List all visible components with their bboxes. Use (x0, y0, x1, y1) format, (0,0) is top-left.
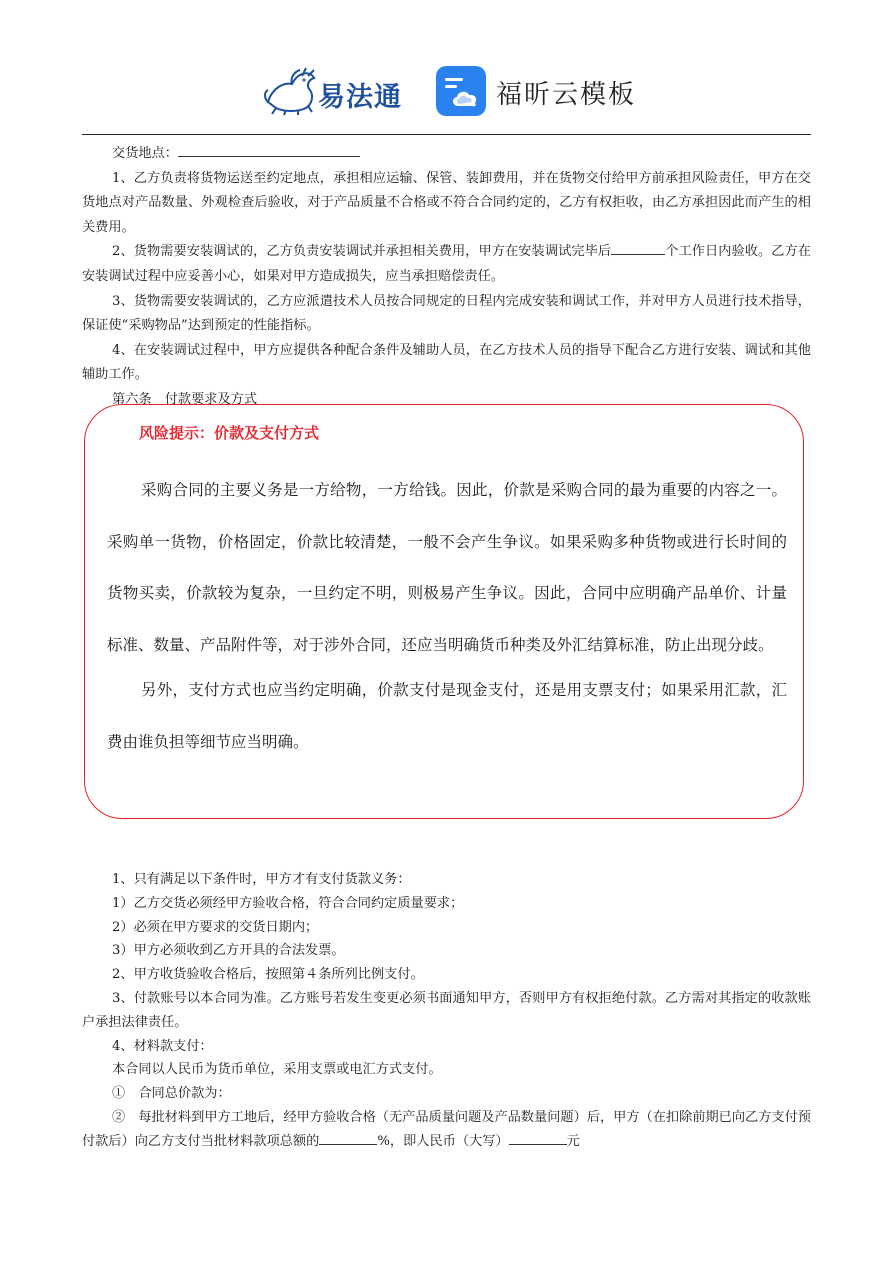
clause-2 (82, 240, 811, 289)
batch-payment-part-a: ② 每批材料到甲方工地后，经甲方验收合格（无产品质量问题及产品数量问题）后，甲方（在扣除前期已向乙方支付预付款后）向乙方支付当批材料款项总额的 (82, 1109, 811, 1149)
amount-words-blank (509, 1130, 567, 1145)
payment-condition-3: 3）甲方必须收到乙方开具的合法发票。 (112, 943, 345, 959)
workday-blank (611, 240, 665, 255)
header-divider (82, 134, 811, 135)
delivery-place-label: 交货地点： (112, 146, 178, 161)
payment-item-4: 4、材料款支付： (112, 1038, 213, 1054)
payment-item-3: 3、付款账号以本合同为准。乙方账号若发生变更必须书面通知甲方，否则甲方有权拒绝付款。乙方需对其指定的收款账户承担法律责任。 (82, 990, 811, 1030)
payment-item-2: 2、甲方收货验收合格后，按照第４条所列比例支付。 (112, 967, 424, 983)
clause-2-part-b: 个工作日内验收。乙方在安装调试过程中应妥善小心，如果对甲方造成损失，应当承担赔偿责任。 (82, 244, 811, 284)
delivery-place-blank (178, 142, 360, 157)
risk-notice-paragraph-2: 另外，支付方式也应当约定明确，价款支付是现金支付，还是用支票支付；如果采用汇款，汇费由谁负担等细节应当明确。 (107, 681, 787, 751)
logo-left-text: 易法通 (318, 82, 402, 113)
logo-right-text: 福昕云模板 (496, 80, 637, 110)
clause-4: 4、在安装调试过程中，甲方应提供各种配合条件及辅助人员，在乙方技术人员的指导下配合乙方进行安装、调试和其他辅助工作。 (82, 342, 811, 383)
payment-condition-2: 2）必须在甲方要求的交货日期内； (112, 919, 319, 935)
batch-payment-part-b: %，即人民币（大写） (377, 1133, 509, 1149)
risk-notice-title: 风险提示：价款及支付方式 (139, 424, 320, 442)
delivery-place-line (82, 142, 811, 167)
clause-3: 3、货物需要安装调试的，乙方应派遣技术人员按合同规定的日程内完成安装和调试工作，并对甲方人员进行技术指导，保证使“采购物品”达到预定的性能指标。 (82, 293, 811, 334)
payment-item-1: 1、只有满足以下条件时，甲方才有支付货款义务： (112, 872, 411, 887)
batch-payment-line (82, 1106, 811, 1154)
contract-section-delivery (82, 142, 811, 413)
clause-1: 1、乙方负责将货物运送至约定地点，承担相应运输、保管、装卸费用，并在货物交付给甲方前承担风险责任，甲方在交货地点对产品数量、外观检查后验收，对于产品质量不合格或不符合合同约定的，乙方有权拒收，由乙方承担因此而产生的相关费用。 (82, 170, 811, 235)
clause-2-part-a: 2、货物需要安装调试的，乙方负责安装调试并承担相关费用，甲方在安装调试完毕后 (112, 244, 612, 260)
percent-blank (319, 1130, 377, 1145)
article-six-heading: 第六条 付款要求及方式 (112, 391, 258, 407)
payment-condition-1: 1）乙方交货必须经甲方验收合格，符合合同约定质量要求； (112, 895, 464, 911)
risk-notice-paragraph-1: 采购合同的主要义务是一方给物，一方给钱。因此，价款是采购合同的最为重要的内容之一。采购单一货物，价格固定，价款比较清楚，一般不会产生争议。如果采购多种货物或进行长时间的货物买卖，价款较为复杂，一旦约定不明，则极易产生争议。因此，合同中应明确产品单价、计量标准、数量、产品附件等，对于涉外合同，还应当明确货币种类及外汇结算标准，防止出现分歧。 (107, 481, 787, 654)
total-price-line: ① 合同总价款为： (112, 1086, 231, 1102)
currency-note: 本合同以人民币为货币单位，采用支票或电汇方式支付。 (112, 1062, 442, 1078)
fuxin-cloud-template-logo-icon (436, 66, 486, 116)
risk-notice-body (107, 465, 787, 768)
risk-notice-box (84, 404, 804, 819)
contract-section-payment (82, 868, 811, 1154)
page-header (0, 58, 893, 122)
batch-payment-part-c: 元 (566, 1133, 580, 1149)
